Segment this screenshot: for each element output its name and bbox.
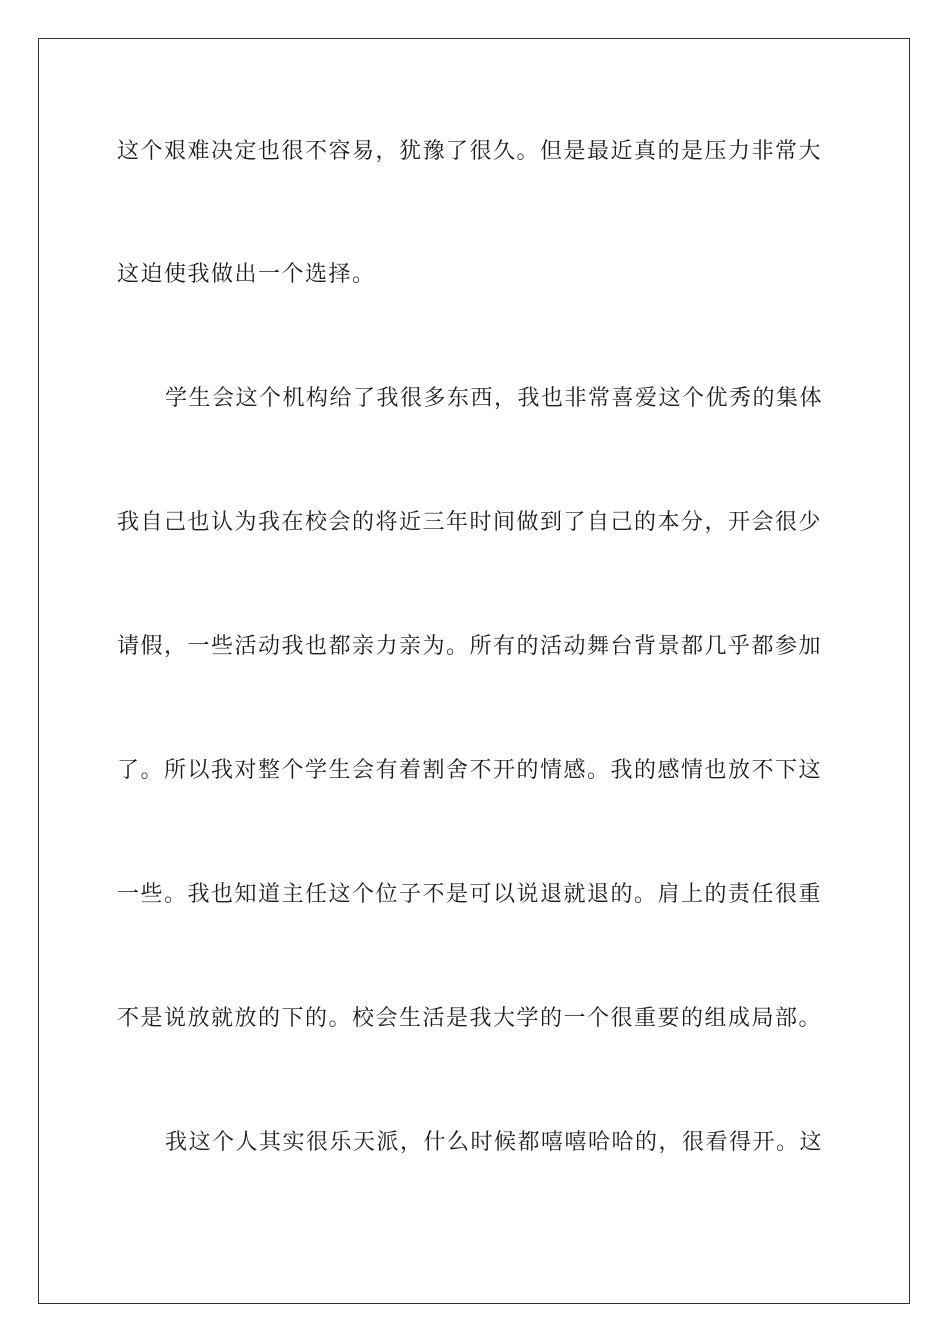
text-line: 不是说放就放的下的。校会生活是我大学的一个很重要的组成局部。	[117, 1006, 823, 1031]
text-line: 请假，一些活动我也都亲力亲为。所有的活动舞台背景都几乎都参加	[117, 634, 823, 659]
page-border	[38, 38, 910, 1304]
paragraph-start-line: 我这个人其实很乐天派，什么时候都嘻嘻哈哈的，很看得开。这	[165, 1130, 824, 1155]
text-line: 我自己也认为我在校会的将近三年时间做到了自己的本分，开会很少	[117, 510, 823, 535]
paragraph-start-line: 学生会这个机构给了我很多东西，我也非常喜爱这个优秀的集体	[165, 386, 824, 411]
text-line: 这个艰难决定也很不容易，犹豫了很久。但是最近真的是压力非常大	[117, 139, 823, 164]
text-line: 这迫使我做出一个选择。	[117, 262, 376, 287]
text-line: 一些。我也知道主任这个位子不是可以说退就退的。肩上的责任很重	[117, 882, 823, 907]
text-line: 了。所以我对整个学生会有着割舍不开的情感。我的感情也放不下这	[117, 758, 823, 783]
